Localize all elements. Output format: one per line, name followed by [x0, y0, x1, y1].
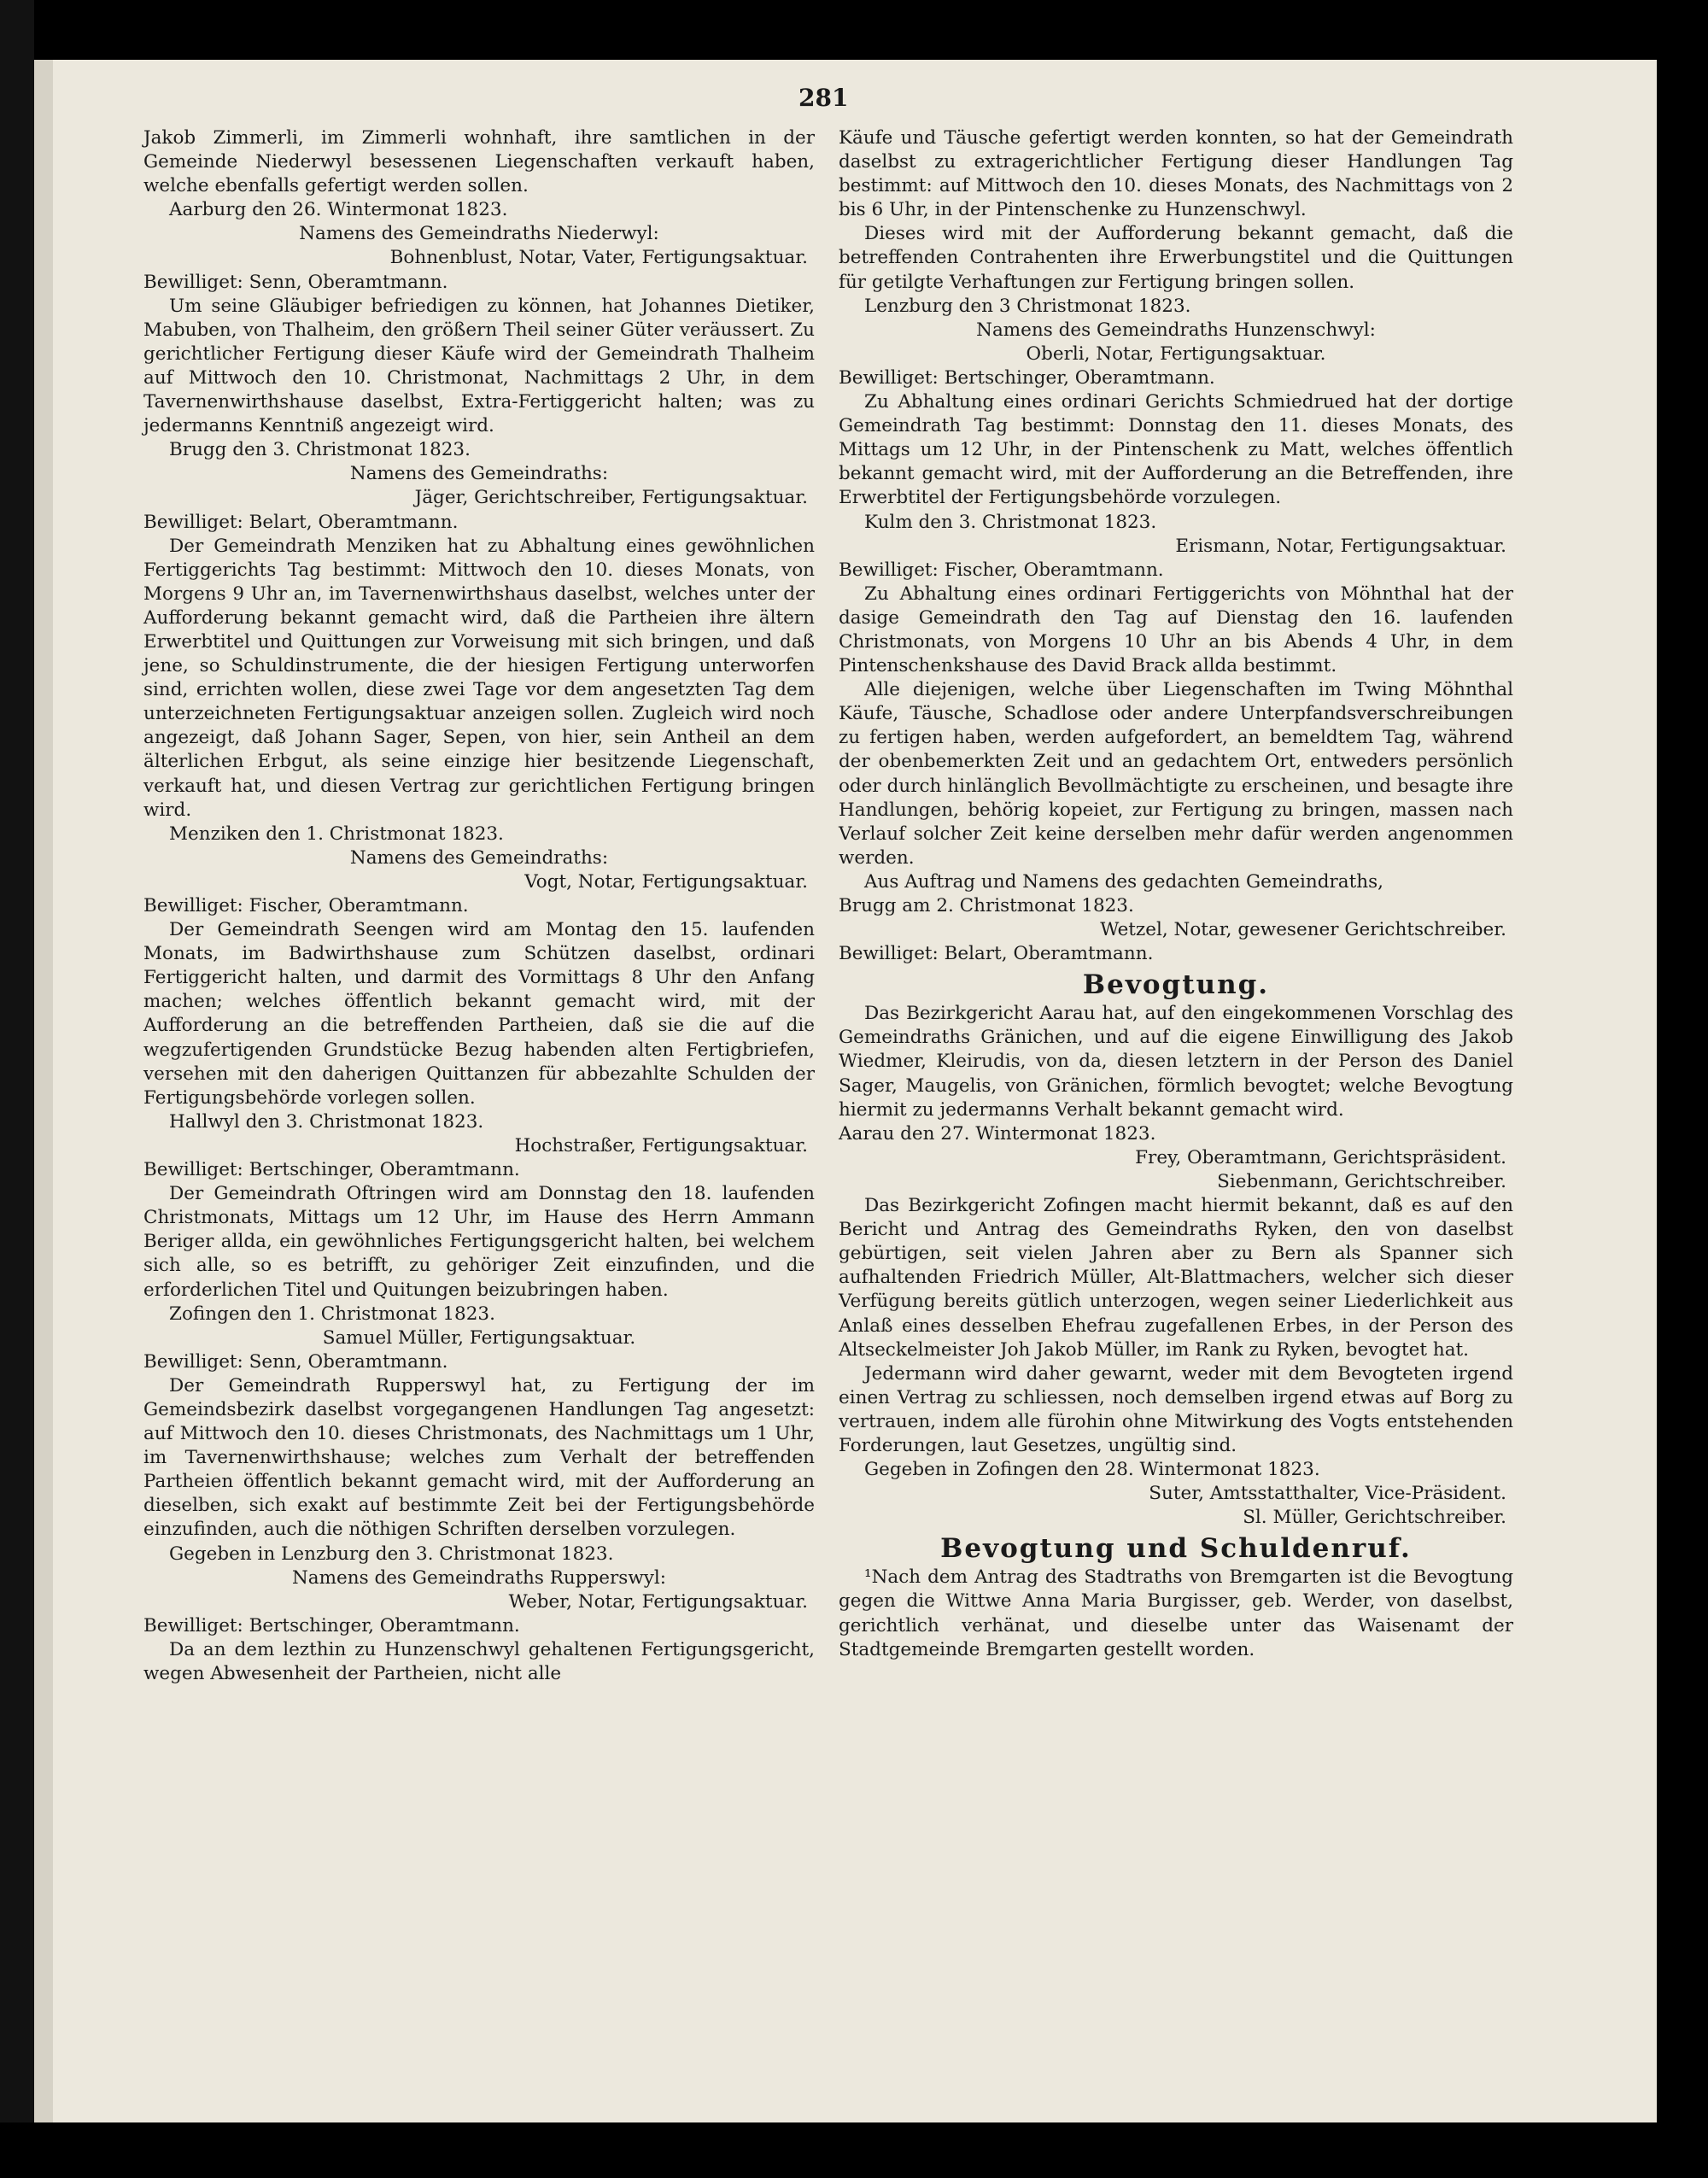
notice-signer: Oberli, Notar, Fertigungsaktuar.: [1026, 343, 1326, 365]
notice-date: Gegeben in Zofingen den 28. Wintermonat 1823.: [864, 1459, 1320, 1481]
notice-text: Das Bezirkgericht Zofingen macht hiermit bekannt, daß es auf den Bericht und Antrag des Gemeindraths Ryken, den von daselbst gebürtigen, seit vielen Jahren aber zu Bern als Spanner sich aufhaltenden Friedrich Müller, Alt-Blattmachers, welcher sich dieser Verfügung bereits gütlich unterzogen, wegen seiner Liederlichkeit aus Anlaß eines desselben Ehefrau zugefallenen Erbes, in der Person des Altseckelmeister Joh Jakob Müller, im Rank zu Ryken, bevogtet hat.: [839, 1195, 1513, 1361]
notice-text-2: Alle diejenigen, welche über Liegenschaften im Twing Möhnthal Käufe, Täusche, Schadlose oder andere Unterpfandsverschreibungen zu fertigen haben, werden aufgefordert, an bemeldtem Tag, während der obenbemerkten Zeit und an gedachtem Ort, entweders persönlich oder durch hinlänglich Bevollmächtigte zu erscheinen, und besagte ihre Handlungen, behörig kopeiet, zur Fertigung zu bringen, massen nach Verlauf solcher Zeit keine derselben mehr dafür werden angenommen werden.: [839, 679, 1513, 869]
book-spine: [0, 0, 34, 2178]
notice-approval: Bewilliget: Fischer, Oberamtmann.: [143, 895, 469, 916]
notice-date: Kulm den 3. Christmonat 1823.: [864, 511, 1157, 533]
notice-text: Zu Abhaltung eines ordinari Gerichts Schmiedrued hat der dortige Gemeindrath Tag bestimmt: Donnstag den 11. dieses Monats, des Mittags um 12 Uhr, in der Pintenschenk zu Matt, welches öffentlich bekannt gemacht wird, mit der Aufforderung an die Betreffenden, ihre Erwerbtitel der Fertigungsbehörde vorzulegen.: [839, 391, 1513, 509]
notice-approval: Bewilliget: Bertschinger, Oberamtmann.: [143, 1614, 520, 1636]
notice-signer: Bohnenblust, Notar, Vater, Fertigungsaktuar.: [389, 247, 808, 269]
notice-date: Zofingen den 1. Christmonat 1823.: [169, 1303, 495, 1325]
notice-seengen: [143, 918, 815, 1182]
notice-approval: Bewilliget: Senn, Oberamtmann.: [143, 271, 448, 293]
notice-hunzenschwyl: [839, 126, 1513, 390]
notice-date: Lenzburg den 3 Christmonat 1823.: [864, 295, 1191, 317]
notice-date: Aarburg den 26. Wintermonat 1823.: [169, 199, 508, 221]
notice-text: Käufe und Täusche gefertigt werden konnten, so hat der Gemeindrath daselbst zu extragerichtlicher Fertigung dieser Handlungen Tag bestimmt: auf Mittwoch den 10. dieses Monats, des Nachmittags von 2 bis 6 Uhr, in der Pintenschenke zu Hunzenschwyl.: [839, 127, 1513, 221]
section-heading-bevogtung: Bevogtung.: [1082, 969, 1270, 1001]
notice-bremgarten: [839, 1566, 1513, 1661]
notice-signer: Samuel Müller, Fertigungsaktuar.: [322, 1326, 636, 1349]
notice-date: Gegeben in Lenzburg den 3. Christmonat 1823.: [169, 1543, 614, 1565]
notice-authority: Namens des Gemeindraths:: [349, 463, 609, 485]
notice-authority: Namens des Gemeindraths Rupperswyl:: [291, 1566, 667, 1589]
notice-signer: Erismann, Notar, Fertigungsaktuar.: [1175, 535, 1506, 557]
notice-signer: Jäger, Gerichtschreiber, Fertigungsaktuar.: [414, 487, 808, 509]
notice-text: Der Gemeindrath Seengen wird am Montag den 15. laufenden Monats, im Badwirthshause zum Schützen daselbst, ordinari Fertiggericht halten, und darmit des Vormittags 8 Uhr den Anfang machen; welches öffentlich bekannt gemacht wird, mit der Aufforderung an die betreffenden Partheien, daß sie die auf die wegzufertigenden Grundstücke Bezug habenden alten Fertigbriefen, versehen mit den daherigen Quittanzen für abbezahlte Schulden der Fertigungsbehörde vorlegen sollen.: [143, 919, 815, 1109]
scan-right-border: [1657, 60, 1708, 2178]
notice-approval: Bewilliget: Belart, Oberamtmann.: [143, 511, 459, 533]
notice-text-2: Jedermann wird daher gewarnt, weder mit dem Bevogteten irgend einen Vertrag zu schliessen, noch demselben irgend etwas auf Borg zu vertrauen, indem alle fürohin ohne Mitwirkung des Vogts entstehenden Forderungen, laut Gesetzes, ungültig sind.: [839, 1362, 1513, 1456]
section-heading-bevogtung-schuldenruf: Bevogtung und Schuldenruf.: [940, 1533, 1412, 1565]
notice-text: Der Gemeindrath Oftringen wird am Donnstag den 18. laufenden Christmonats, Mittags um 12 Uhr, im Hause des Herrn Ammann Beriger allda, ein gewöhnliches Fertigungsgericht halten, bei welchem sich alle, so es betrifft, zu gehöriger Zeit einzufinden, und die erforderlichen Titel und Quitungen beizubringen haben.: [143, 1183, 815, 1301]
notice-authority: Namens des Gemeindraths:: [349, 846, 609, 869]
notice-menziken: [143, 535, 815, 919]
scan-top-border: [0, 0, 1708, 60]
notice-niederwyl: [143, 126, 815, 295]
notice-approval: Bewilliget: Senn, Oberamtmann.: [143, 1350, 448, 1373]
notice-date: Hallwyl den 3. Christmonat 1823.: [169, 1110, 484, 1133]
notice-rupperswyl: [143, 1374, 815, 1638]
notice-text: Der Gemeindrath Menziken hat zu Abhaltung eines gewöhnlichen Fertiggerichts Tag bestimmt: Mittwoch den 10. dieses Monats, von Morgens 9 Uhr an, im Tavernenwirthshaus daselbst, welches unter der Aufforderung bekannt gemacht wird, daß die Partheien ihre ältern Erwerbtitel und Quittungen zur Vorweisung mit sich bringen, und daß jene, so Schuldinstrumente, die der hiesigen Fertigung unterworfen sind, errichten wollen, diese zwei Tage vor dem angesetzten Tag dem unterzeichneten Fertigungsaktuar anzeigen sollen. Zugleich wird noch angezeigt, daß Johann Sager, Sepen, von hier, sein Antheil an dem älterlichen Erbgut, als seine einzige hier besitzende Liegenschaft, verkauft hat, und diesen Vertrag zur gerichtlichen Fertigung bringen wird.: [143, 535, 815, 821]
notice-thalheim: [143, 295, 815, 535]
notice-signer: Wetzel, Notar, gewesener Gerichtschreiber.: [1100, 919, 1506, 941]
notice-date: Menziken den 1. Christmonat 1823.: [169, 823, 504, 845]
notice-approval: Bewilliget: Bertschinger, Oberamtmann.: [839, 366, 1215, 389]
notice-authority: Namens des Gemeindraths Niederwyl:: [299, 223, 659, 245]
notice-date: Aarau den 27. Wintermonat 1823.: [839, 1122, 1156, 1145]
notice-zofingen-bevogtung: [839, 1194, 1513, 1530]
notice-text-2: Dieses wird mit der Aufforderung bekannt gemacht, daß die betreffenden Contrahenten ihre Erwerbungstitel und die Quittungen für getilgte Verhaftungen zur Fertigung bringen sollen.: [839, 223, 1513, 293]
notice-date: Brugg den 3. Christmonat 1823.: [169, 439, 471, 461]
notice-signer: Frey, Oberamtmann, Gerichtspräsident.: [1135, 1146, 1506, 1168]
notice-date: Brugg am 2. Christmonat 1823.: [839, 895, 1134, 916]
notice-text: Um seine Gläubiger befriedigen zu können, hat Johannes Dietiker, Mabuben, von Thalheim, den größern Theil seiner Güter veräussert. Zu gerichtlicher Fertigung dieser Käufe wird der Gemeindrath Thalheim auf Mittwoch den 10. Christmonat, Nachmittags 2 Uhr, in dem Tavernenwirthshause daselbst, Extra-Fertiggericht halten; was zu jedermanns Kenntniß angezeigt wird.: [143, 295, 815, 437]
notice-signer-2: Siebenmann, Gerichtschreiber.: [1217, 1170, 1506, 1192]
notice-signer: Vogt, Notar, Fertigungsaktuar.: [524, 870, 808, 893]
notice-signer: Weber, Notar, Fertigungsaktuar.: [508, 1590, 808, 1613]
notice-schmiedrued: [839, 390, 1513, 583]
notice-text: Der Gemeindrath Rupperswyl hat, zu Fertigung der im Gemeindsbezirk daselbst vorgegangenen Handlungen Tag angesetzt: auf Mittwoch den 10. dieses Christmonats, des Nachmittags um 1 Uhr, im Tavernenwirthshause; welches zum Verhalt der betreffenden Partheien öffentlich bekannt gemacht wird, mit der Aufforderung an dieselben, sich exakt auf bestimmte Zeit bei der Fertigungsbehörde einzufinden, auch die nöthigen Schriften derselben vorzulegen.: [143, 1374, 815, 1541]
notice-text: ¹Nach dem Antrag des Stadtraths von Bremgarten ist die Bevogtung gegen die Wittwe Anna Maria Burgisser, geb. Werder, von daselbst, gerichtlich verhänat, und dieselbe unter das Waisenamt der Stadtgemeinde Bremgarten gestellt worden.: [839, 1566, 1513, 1660]
left-column: [143, 126, 815, 1686]
notice-authority: Namens des Gemeindraths Hunzenschwyl:: [976, 319, 1376, 341]
notice-oftringen: [143, 1182, 815, 1374]
notice-approval: Bewilliget: Bertschinger, Oberamtmann.: [143, 1159, 520, 1181]
notice-aarau-bevogtung: [839, 1002, 1513, 1194]
notice-authority: Aus Auftrag und Namens des gedachten Gemeindraths,: [864, 870, 1383, 893]
scan-bottom-border: [0, 2122, 1708, 2178]
notice-signer: Suter, Amtsstatthalter, Vice-Präsident.: [1149, 1483, 1506, 1505]
page-gutter-shadow: [34, 60, 53, 2122]
notice-text: Jakob Zimmerli, im Zimmerli wohnhaft, ihre samtlichen in der Gemeinde Niederwyl besessenen Liegenschaften verkauft haben, welche ebenfalls gefertigt werden sollen.: [143, 127, 815, 197]
notice-text: Das Bezirkgericht Aarau hat, auf den eingekommenen Vorschlag des Gemeindraths Gränichen, und auf die eigene Einwilligung des Jakob Wiedmer, Kleirudis, von da, diesen letztern in der Person des Daniel Sager, Maugelis, von Gränichen, förmlich bevogtet; welche Bevogtung hiermit zu jedermanns Verhalt bekannt gemacht wird.: [839, 1003, 1513, 1121]
notice-text: Zu Abhaltung eines ordinari Fertiggerichts von Möhnthal hat der dasige Gemeindrath den Tag auf Dienstag den 16. laufenden Christmonats, von Morgens 10 Uhr an bis Abends 4 Uhr, in dem Pintenschenkshause des David Brack allda bestimmt.: [839, 583, 1513, 677]
notice-approval: Bewilliget: Belart, Oberamtmann.: [839, 943, 1154, 965]
notice-hunzenschwyl-start: Da an dem lezthin zu Hunzenschwyl gehaltenen Fertigungsgericht, wegen Abwesenheit der Partheien, nicht alle: [143, 1638, 815, 1684]
right-column: [839, 126, 1513, 1662]
notice-approval: Bewilliget: Fischer, Oberamtmann.: [839, 559, 1164, 581]
notice-moehnthal: [839, 583, 1513, 967]
notice-signer-2: Sl. Müller, Gerichtschreiber.: [1243, 1507, 1506, 1529]
page-number: 281: [798, 84, 849, 112]
notice-signer: Hochstraßer, Fertigungsaktuar.: [514, 1134, 808, 1156]
